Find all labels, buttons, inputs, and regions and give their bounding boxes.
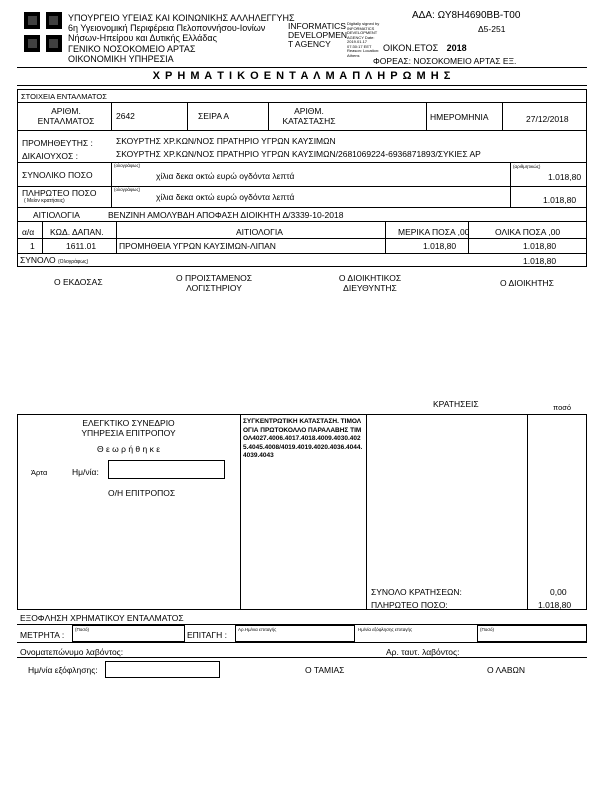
col-aa: α/α — [22, 227, 35, 237]
payment-section-label: ΕΞΟΦΛΗΣΗ ΧΡΗΜΑΤΙΚΟΥ ΕΝΤΑΛΜΑΤΟΣ — [20, 613, 184, 623]
series-label: ΣΕΙΡΑ Α — [198, 111, 230, 121]
cheque-label: ΕΠΙΤΑΓΗ : — [187, 630, 227, 640]
sum-value: 1.018,80 — [523, 256, 557, 266]
cash-amount-tag: (Ποσό) — [75, 627, 90, 632]
audit-court: ΕΛΕΓΚΤΙΚΟ ΣΥΝΕΔΡΙΟ — [82, 418, 175, 428]
admin-director-line-2: ΔΙΕΥΘΥΝΤΗΣ — [343, 283, 397, 293]
signer-name — [288, 22, 347, 49]
cheque-number-tag: Αρ.Ημ/νια επιταγής — [238, 627, 277, 632]
deductions-total-label: ΣΥΝΟΛΟ ΚΡΑΤΗΣΕΩΝ: — [371, 587, 462, 597]
document-title: Χ Ρ Η Μ Α Τ Ι Κ Ο Ε Ν Τ Α Λ Μ Α Π Λ Η Ρ Ω Μ Η Σ — [152, 70, 452, 82]
row-expense-code: 1611.01 — [66, 241, 97, 251]
admin-director-line-1: Ο ΔΙΟΙΚΗΤΙΚΟΣ — [338, 273, 402, 283]
cheque-pay-date-tag: Ημ/νία εξόφλησης επιταγής — [358, 627, 413, 632]
col-total-amounts: ΟΛΙΚΑ ΠΟΣΑ ,00 — [495, 227, 561, 237]
audit-committee: Ο/Η ΕΠΙΤΡΟΠΟΣ — [108, 488, 176, 498]
issuer-signature: Ο ΕΚΔΟΣΑΣ — [54, 277, 103, 287]
signer-line-1: INFORMATICS — [288, 21, 346, 31]
supplier-value: ΣΚΟΥΡΤΗΣ ΧΡ.ΚΩΝ/ΝΟΣ ΠΡΑΤΗΡΙΟ ΥΓΡΩΝ ΚΑΥΣΙΜΩΝ — [116, 136, 336, 146]
beneficiary-value: ΣΚΟΥΡΤΗΣ ΧΡ.ΚΩΝ/ΝΟΣ ΠΡΑΤΗΡΙΟ ΥΓΡΩΝ ΚΑΥΣΙΜΩΝ/2681069224-6936871893/ΣΥΚΙΕΣ ΑΡ — [116, 149, 481, 159]
order-number-label: ΑΡΙΘΜ. ΕΝΤΑΛΜΑΤΟΣ — [37, 106, 95, 126]
order-section-label: ΣΤΟΙΧΕΙΑ ΕΝΤΑΛΜΑΤΟΣ — [21, 92, 107, 101]
row-reason: ΠΡΟΜΗΘΕΙΑ ΥΓΡΩΝ ΚΑΥΣΙΜΩΝ-ΛΙΠΑΝ — [119, 241, 276, 251]
statement-number-label: ΑΡΙΘΜ. ΚΑΤΑΣΤΑΣΗΣ — [282, 106, 336, 126]
signer-line-3: T AGENCY — [288, 39, 331, 49]
payable-amount-label: ΠΛΗΡΩΤΕΟ ΠΟΣΟ — [22, 188, 97, 198]
entity-label: ΦΟΡΕΑΣ: ΝΟΣΟΚΟΜΕΙΟ ΑΡΤΑΣ ΕΞ. — [373, 56, 517, 66]
accounting-head-line-2: ΛΟΓΙΣΤΗΡΙΟΥ — [186, 283, 242, 293]
row-total-amount: 1.018,80 — [523, 241, 557, 251]
islands-name: Νήσων-Ηπείρου και Δυτικής Ελλάδας — [68, 33, 217, 43]
supplier-label: ΠΡΟΜΗΘΕΥΤΗΣ : — [22, 138, 93, 148]
receiver-id-label: Αρ. ταυτ. λαβόντος: — [386, 647, 460, 657]
payable-amount-sub: ( Μείον κρατήσεις) — [24, 198, 65, 204]
region-name: 6η Υγειονομική Περιφέρεια Πελοποννήσου-Ιονίων — [68, 23, 266, 33]
receiver-signature: Ο ΛΑΒΩΝ — [487, 665, 526, 675]
cashier-signature: Ο ΤΑΜΙΑΣ — [305, 665, 345, 675]
cash-label: ΜΕΤΡΗΤΑ : — [20, 630, 65, 640]
cross-logo — [24, 12, 62, 52]
summary-invoices: ΣΥΓΚΕΝΤΡΩΤΙΚΗ ΚΑΤΑΣΤΑΣΗ. ΤΙΜΟΛΟΓΙΑ ΠΡΩΤΟΚΟΛΛΟ ΠΑΡΑΛΑΒΗΣ ΤΙΜ ΟΛ4027.4006.4017.4018.4009.4030.4025.4045.4008/4019.4019.4020.4036.4044.4039.4043 — [243, 418, 363, 459]
deductions-label: ΚΡΑΤΗΣΕΙΣ — [433, 399, 479, 409]
form-code: Δ5-251 — [478, 24, 506, 34]
sum-label: ΣΥΝΟΛΟ — [20, 255, 56, 265]
ada-number: ΑΔΑ: ΩΥ8Η4690ΒΒ-Τ00 — [412, 10, 521, 21]
final-payable-value: 1.018,80 — [538, 600, 572, 610]
col-reason: ΑΙΤΙΟΛΟΓΙΑ — [236, 227, 283, 237]
hospital-name: ΓΕΝΙΚΟ ΝΟΣΟΚΟΜΕΙΟ ΑΡΤΑΣ — [68, 44, 196, 54]
beneficiary-label: ΔΙΚΑΙΟΥΧΟΣ : — [22, 151, 79, 161]
audit-date-input[interactable] — [108, 460, 225, 479]
cheque-amount-tag: (Ποσό) — [480, 627, 495, 632]
total-words-tag: (ολογράφως) — [114, 163, 141, 168]
digital-signature-text: Digitally signed by INFORMATICS DEVELOPMENT AGENCY Date: 2019.01.17 07:30:17 EET Reason: Location: Athens — [347, 21, 380, 58]
date-value: 27/12/2018 — [526, 114, 569, 124]
audit-seen: Θ ε ω ρ ή θ η κ ε — [97, 444, 160, 454]
service-name: ΟΙΚΟΝΟΜΙΚΗ ΥΠΗΡΕΣΙΑ — [68, 54, 174, 64]
total-amount-label: ΣΥΝΟΛΙΚΟ ΠΟΣΟ — [22, 170, 93, 180]
total-numbers-tag: (αριθμητικώς) — [513, 164, 541, 169]
reason-value: ΒΕΝΖΙΝΗ ΑΜΟΛΥΒΔΗ ΑΠΟΦΑΣΗ ΔΙΟΙΚΗΤΗ Δ/3339-10-2018 — [108, 210, 344, 220]
director-signature: Ο ΔΙΟΙΚΗΤΗΣ — [500, 278, 554, 288]
accounting-head-line-1: Ο ΠΡΟΙΣΤΑΜΕΝΟΣ — [176, 273, 252, 283]
fiscal-year-value: 2018 — [446, 43, 467, 53]
admin-director-signature — [318, 273, 422, 293]
row-aa: 1 — [30, 241, 35, 251]
payment-date-label: Ημ/νία εξόφλησης: — [28, 665, 98, 675]
sum-words-tag: (Ολογράφως) — [58, 259, 89, 265]
audit-service: ΥΠΗΡΕΣΙΑ ΕΠΙΤΡΟΠΟΥ — [81, 428, 176, 438]
reason-label: ΑΙΤΙΟΛΟΓΙΑ — [33, 210, 80, 220]
payable-amount-words: χίλια δεκα οκτώ ευρώ ογδόντα λεπτά — [156, 192, 295, 202]
deductions-total-value: 0,00 — [550, 587, 567, 597]
signer-line-2: DEVELOPMEN — [288, 30, 348, 40]
date-label: ΗΜΕΡΟΜΗΝΙΑ — [430, 112, 489, 122]
audit-place: Άρτα — [31, 468, 48, 477]
fiscal-year-label: ΟΙΚΟΝ.ΕΤΟΣ — [383, 43, 439, 53]
final-payable-label: ΠΛΗΡΩΤΕΟ ΠΟΣΟ: — [371, 600, 448, 610]
payment-date-input[interactable] — [105, 661, 220, 678]
ministry-name: ΥΠΟΥΡΓΕΙΟ ΥΓΕΙΑΣ ΚΑΙ ΚΟΙΝΩΝΙΚΗΣ ΑΛΛΗΛΕΓΓΥΗΣ — [68, 13, 295, 23]
total-amount-words: χίλια δεκα οκτώ ευρώ ογδόντα λεπτά — [156, 171, 295, 181]
col-partial-amounts: ΜΕΡΙΚΑ ΠΟΣΑ ,00 — [398, 227, 470, 237]
order-number-value: 2642 — [116, 111, 135, 121]
payable-amount-value: 1.018,80 — [543, 195, 577, 205]
accounting-head-signature — [162, 273, 266, 293]
receiver-name-label: Ονοματεπώνυμο λαβόντος: — [20, 647, 124, 657]
col-expense-code: ΚΩΔ. ΔΑΠΑΝ. — [50, 227, 104, 237]
audit-date-label: Ημ/νία: — [72, 467, 99, 477]
row-partial-amount: 1.018,80 — [423, 241, 457, 251]
payable-words-tag: (ολογράφως) — [114, 187, 141, 192]
total-amount-value: 1.018,80 — [548, 172, 582, 182]
deductions-amount-label: ποσό — [553, 403, 572, 412]
